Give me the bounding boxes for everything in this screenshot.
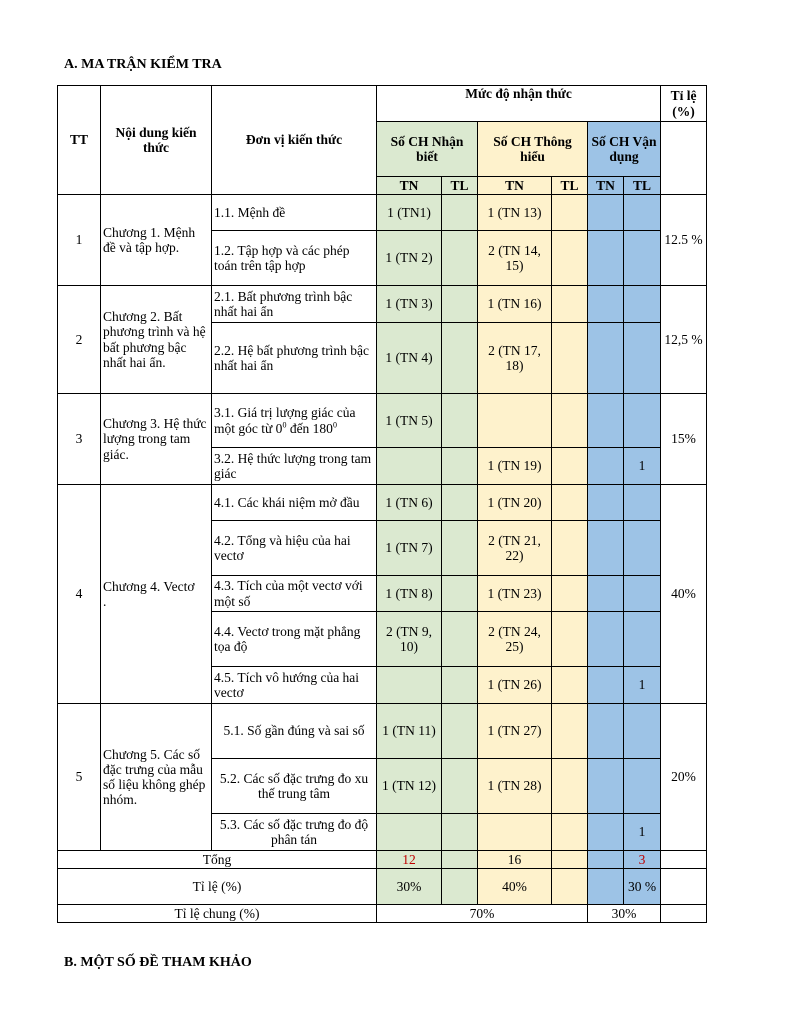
application-tl: 1 bbox=[624, 667, 661, 704]
general-ratio-label: Tỉ lệ chung (%) bbox=[58, 905, 377, 923]
recognition-tn: 2 (TN 9, 10) bbox=[377, 612, 442, 667]
total-application: 3 bbox=[624, 851, 661, 869]
general-ratio-1: 70% bbox=[377, 905, 588, 923]
unit-name: 1.1. Mệnh đề bbox=[212, 195, 377, 231]
recognition-tn: 1 (TN 3) bbox=[377, 286, 442, 323]
chapter-ratio: 15% bbox=[661, 394, 707, 485]
comprehension-tn bbox=[478, 394, 552, 448]
header-tt: TT bbox=[58, 86, 101, 195]
application-tl bbox=[624, 286, 661, 323]
chapter-number: 2 bbox=[58, 286, 101, 394]
total-recognition: 12 bbox=[377, 851, 442, 869]
table-row bbox=[58, 286, 707, 323]
recognition-tn: 1 (TN 12) bbox=[377, 759, 442, 814]
comprehension-tn bbox=[478, 814, 552, 851]
recognition-tn: 1 (TN 5) bbox=[377, 394, 442, 448]
header-comprehension: Số CH Thông hiểu bbox=[478, 122, 588, 177]
unit-name: 3.1. Giá trị lượng giác của một góc từ $0^0$ đến $180^0$ bbox=[212, 394, 377, 448]
comprehension-tn: 1 (TN 26) bbox=[478, 667, 552, 704]
total-row bbox=[58, 851, 707, 869]
recognition-tn: 1 (TN 7) bbox=[377, 521, 442, 576]
unit-name: 4.5. Tích vô hướng của hai vectơ bbox=[212, 667, 377, 704]
chapter-number: 4 bbox=[58, 485, 101, 704]
header-ratio: Tỉ lệ (%) bbox=[661, 86, 707, 122]
application-tl: 1 bbox=[624, 448, 661, 485]
unit-name: 2.2. Hệ bất phương trình bậc nhất hai ẩn bbox=[212, 323, 377, 394]
comprehension-tn: 1 (TN 20) bbox=[478, 485, 552, 521]
recognition-tn: 1 (TN 4) bbox=[377, 323, 442, 394]
header-tl: TL bbox=[624, 177, 661, 195]
ratio-application: 30 % bbox=[624, 869, 661, 905]
header-tl: TL bbox=[442, 177, 478, 195]
application-tl bbox=[624, 394, 661, 448]
recognition-tn: 1 (TN1) bbox=[377, 195, 442, 231]
header-tn: TN bbox=[377, 177, 442, 195]
recognition-tn: 1 (TN 8) bbox=[377, 576, 442, 612]
application-tl bbox=[624, 576, 661, 612]
header-level: Mức độ nhận thức bbox=[377, 86, 661, 122]
recognition-tn bbox=[377, 667, 442, 704]
chapter-number: 3 bbox=[58, 394, 101, 485]
header-content: Nội dung kiến thức bbox=[101, 86, 212, 195]
chapter-ratio: 12,5 % bbox=[661, 286, 707, 394]
comprehension-tn: 2 (TN 14, 15) bbox=[478, 231, 552, 286]
unit-name: 5.3. Các số đặc trưng đo độ phân tán bbox=[212, 814, 377, 851]
application-tl bbox=[624, 704, 661, 759]
unit-name: 2.1. Bất phương trình bậc nhất hai ẩn bbox=[212, 286, 377, 323]
unit-name: 5.1. Số gần đúng và sai số bbox=[212, 704, 377, 759]
header-tl: TL bbox=[552, 177, 588, 195]
unit-name: 1.2. Tập hợp và các phép toán trên tập hợp bbox=[212, 231, 377, 286]
application-tl bbox=[624, 612, 661, 667]
chapter-ratio: 40% bbox=[661, 485, 707, 704]
table-row bbox=[58, 195, 707, 231]
general-ratio-2: 30% bbox=[588, 905, 661, 923]
recognition-tn: 1 (TN 2) bbox=[377, 231, 442, 286]
application-tl bbox=[624, 195, 661, 231]
unit-name: 3.2. Hệ thức lượng trong tam giác bbox=[212, 448, 377, 485]
chapter-ratio: 12.5 % bbox=[661, 195, 707, 286]
comprehension-tn: 1 (TN 16) bbox=[478, 286, 552, 323]
unit-name: 4.1. Các khái niệm mở đầu bbox=[212, 485, 377, 521]
section-a-heading: A. MA TRẬN KIỂM TRA bbox=[64, 57, 222, 72]
application-tl bbox=[624, 231, 661, 286]
ratio-comprehension: 40% bbox=[478, 869, 552, 905]
header-application: Số CH Vận dụng bbox=[588, 122, 661, 177]
table-row bbox=[58, 704, 707, 759]
chapter-name: Chương 5. Các số đặc trưng của mẫu số liệu không ghép nhóm. bbox=[101, 704, 212, 851]
recognition-tn: 1 (TN 6) bbox=[377, 485, 442, 521]
table-row bbox=[58, 485, 707, 521]
comprehension-tn: 1 (TN 19) bbox=[478, 448, 552, 485]
header-tn: TN bbox=[478, 177, 552, 195]
application-tl bbox=[624, 323, 661, 394]
application-tl bbox=[624, 485, 661, 521]
chapter-name: Chương 4. Vectơ . bbox=[101, 485, 212, 704]
section-b-heading: B. MỘT SỐ ĐỀ THAM KHẢO bbox=[64, 955, 252, 970]
chapter-name: Chương 3. Hệ thức lượng trong tam giác. bbox=[101, 394, 212, 485]
chapter-name: Chương 1. Mệnh đề và tập hợp. bbox=[101, 195, 212, 286]
comprehension-tn: 1 (TN 23) bbox=[478, 576, 552, 612]
comprehension-tn: 1 (TN 13) bbox=[478, 195, 552, 231]
application-tl bbox=[624, 759, 661, 814]
comprehension-tn: 2 (TN 21, 22) bbox=[478, 521, 552, 576]
unit-name: 4.3. Tích của một vectơ với một số bbox=[212, 576, 377, 612]
comprehension-tn: 2 (TN 17, 18) bbox=[478, 323, 552, 394]
comprehension-tn: 1 (TN 27) bbox=[478, 704, 552, 759]
header-tn: TN bbox=[588, 177, 624, 195]
header-recognition: Số CH Nhận biết bbox=[377, 122, 478, 177]
total-comprehension: 16 bbox=[478, 851, 552, 869]
header-unit: Đơn vị kiến thức bbox=[212, 86, 377, 195]
application-tl: 1 bbox=[624, 814, 661, 851]
recognition-tn: 1 (TN 11) bbox=[377, 704, 442, 759]
chapter-number: 5 bbox=[58, 704, 101, 851]
comprehension-tn: 2 (TN 24, 25) bbox=[478, 612, 552, 667]
ratio-recognition: 30% bbox=[377, 869, 442, 905]
chapter-name: Chương 2. Bất phương trình và hệ bất phương bậc nhất hai ẩn. bbox=[101, 286, 212, 394]
chapter-number: 1 bbox=[58, 195, 101, 286]
unit-name: 5.2. Các số đặc trưng đo xu thế trung tâm bbox=[212, 759, 377, 814]
table-row bbox=[58, 394, 707, 448]
recognition-tn bbox=[377, 448, 442, 485]
unit-name: 4.4. Vectơ trong mặt phẳng tọa độ bbox=[212, 612, 377, 667]
chapter-ratio: 20% bbox=[661, 704, 707, 851]
recognition-tn bbox=[377, 814, 442, 851]
ratio-label: Tỉ lệ (%) bbox=[58, 869, 377, 905]
ratio-row bbox=[58, 869, 707, 905]
total-label: Tổng bbox=[58, 851, 377, 869]
general-ratio-row bbox=[58, 905, 707, 923]
application-tl bbox=[624, 521, 661, 576]
assessment-matrix-table bbox=[57, 85, 707, 923]
unit-name: 4.2. Tổng và hiệu của hai vectơ bbox=[212, 521, 377, 576]
comprehension-tn: 1 (TN 28) bbox=[478, 759, 552, 814]
